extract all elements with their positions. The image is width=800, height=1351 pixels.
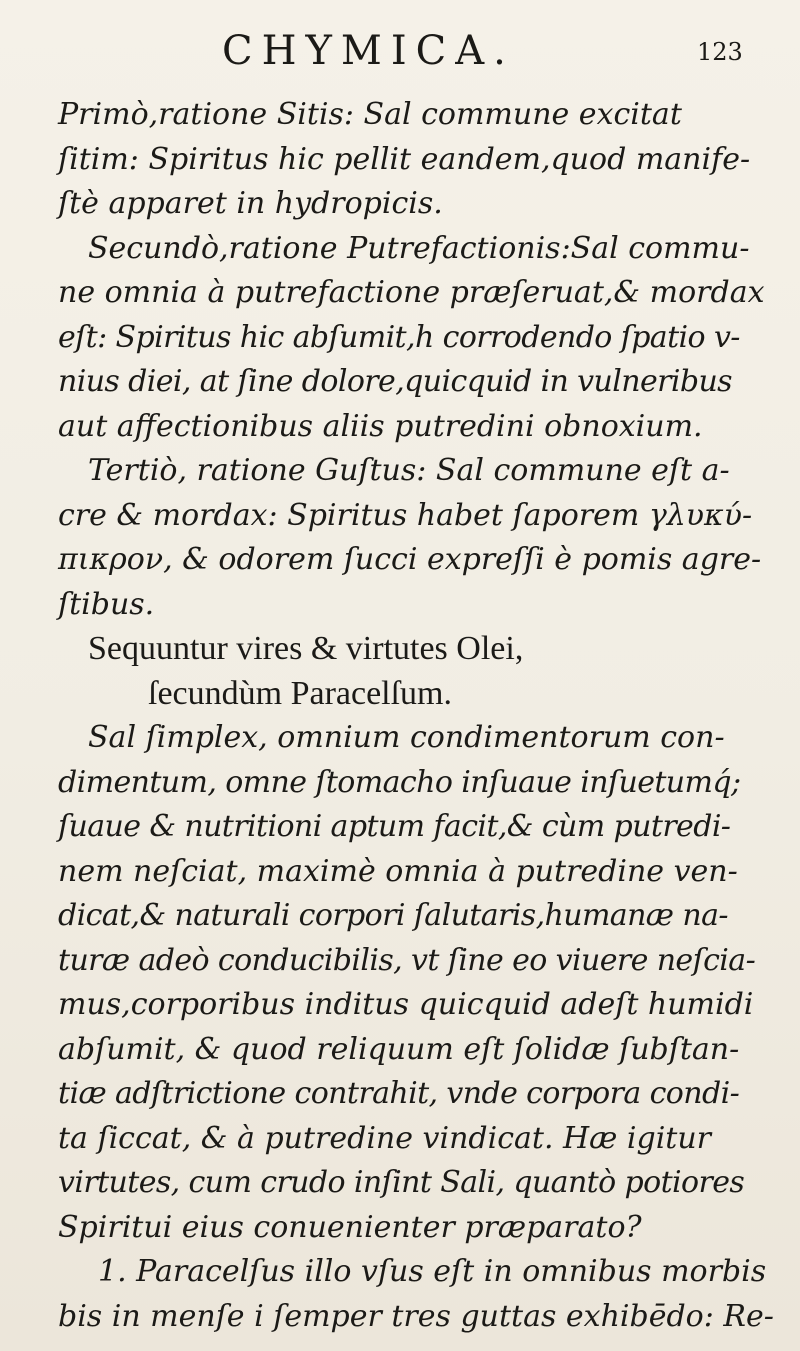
text-line: Sal ſimplex, omnium condimentorum con- bbox=[88, 720, 725, 755]
text-line: mus,corporibus inditus quicquid adeſt humidi bbox=[58, 987, 754, 1022]
text-line: virtutes, cum crudo inſint Sali, quantò potiores bbox=[58, 1165, 745, 1200]
text-line: tiæ adſtrictione contrahit, vnde corpora condi- bbox=[58, 1076, 740, 1111]
text-line: nem neſciat, maximè omnia à putredine ven- bbox=[58, 853, 738, 889]
text-line: nius diei, at ſine dolore,quicquid in vulneribus bbox=[58, 364, 732, 399]
text-line: 1. Paracelſus illo vſus eſt in omnibus morbis bbox=[98, 1254, 767, 1289]
text-line: abſumit, & quod reliquum eſt ſolidæ ſubſtan- bbox=[58, 1031, 740, 1067]
page-header bbox=[0, 28, 800, 78]
body-text bbox=[58, 93, 798, 1339]
text-line: ſuaue & nutritioni aptum facit,& cùm putredi- bbox=[58, 809, 731, 844]
text-line: aut affectionibus aliis putredini obnoxium. bbox=[58, 408, 703, 444]
text-line: ſitim: Spiritus hic pellit eandem,quod manife- bbox=[58, 141, 751, 177]
section-heading: ſecundùm Paracelſum. bbox=[148, 674, 453, 712]
text-line: eſt: Spiritus hic abſumit,h corrodendo ſpatio v- bbox=[58, 319, 740, 355]
section-heading: Sequuntur vires & virtutes Olei, bbox=[88, 630, 524, 667]
running-head: CHYMICA. bbox=[222, 28, 515, 74]
text-line: dimentum, omne ſtomacho inſuaue inſuetumq́; bbox=[58, 764, 741, 800]
text-line: Spiritui eius conuenienter præparato? bbox=[58, 1209, 642, 1245]
text-line: ſtè apparet in hydropicis. bbox=[58, 186, 443, 221]
text-line: bis in menſe i ſemper tres guttas exhibēdo: Re- bbox=[58, 1298, 774, 1334]
text-line: turæ adeò conducibilis, vt ſine eo viuere neſcia- bbox=[58, 942, 756, 978]
text-line: ne omnia à putrefactione præſeruat,& mordax bbox=[58, 275, 765, 310]
text-line: πικρον, & odorem ſucci expreſſi è pomis agre- bbox=[58, 542, 762, 577]
text-line: cre & mordax: Spiritus habet ſaporem γλυκύ- bbox=[58, 497, 753, 533]
text-line: Primò,ratione Sitis: Sal commune excitat bbox=[58, 97, 682, 132]
text-line: dicat,& naturali corpori ſalutaris,humanæ na- bbox=[58, 898, 728, 933]
page-number: 123 bbox=[697, 38, 743, 66]
text-line: ta ſiccat, & à putredine vindicat. Hæ igitur bbox=[58, 1120, 712, 1156]
text-line: Secundò,ratione Putrefactionis:Sal commu- bbox=[88, 230, 750, 266]
text-line: ſtibus. bbox=[58, 586, 155, 622]
text-line: Tertiò, ratione Guſtus: Sal commune eſt a- bbox=[88, 453, 730, 488]
